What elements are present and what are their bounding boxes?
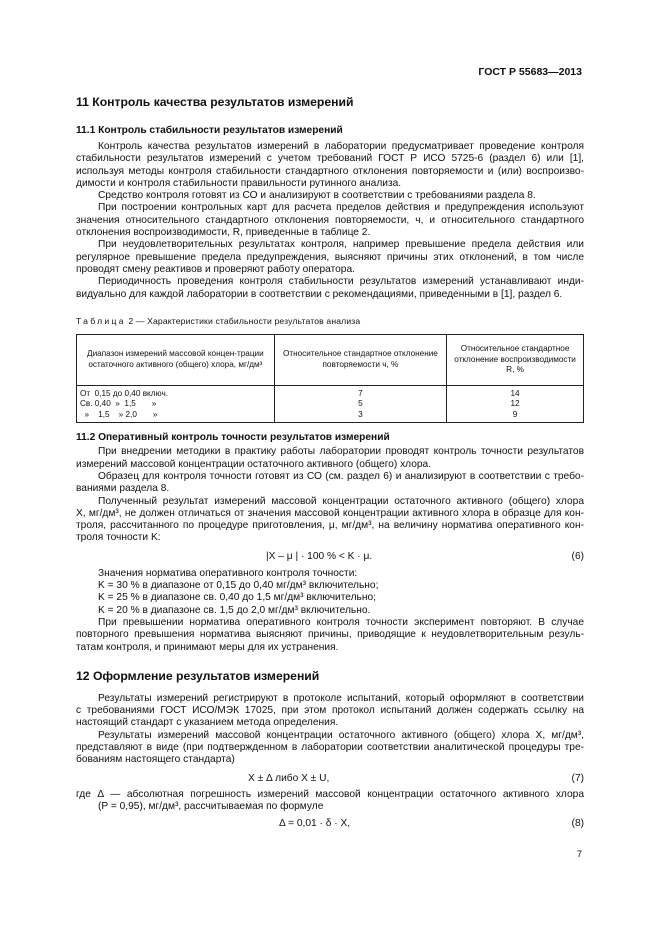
- paragraph: Результаты измерений регистрируют в протоколе испытаний, который оформляют в соответствии с требованиями ГОСТ ИСО/МЭК 17025, при этом протокол испытаний должен содержать ссылку на настоящий стандарт с указанием метода определения.: [76, 692, 584, 729]
- section-12-heading: 12 Оформление результатов измерений: [76, 668, 320, 683]
- paragraph: Результаты измерений массовой концентрации остаточного активного (общего) хлора X, мг/дм³, представляют в виде (при подтвержденном в лаборатории соответствии аналитической процедуры тре- бованиям настоящего стандарта): [76, 729, 584, 766]
- paragraph: Значения норматива оперативного контроля точности:: [98, 567, 358, 579]
- section-11-heading: 11 Контроль качества результатов измерений: [76, 95, 354, 109]
- formula-7: X ± Δ либо X ± U, (7): [248, 772, 584, 784]
- table-header-range: Диапазон измерений массовой концен-трации остаточного активного (общего) хлора, мг/дм³: [77, 334, 275, 385]
- paragraph: где Δ — абсолютная погрешность измерений массовой концентрации остаточного активного хлора (P = 0,95), мг/дм³, рассчитываемая по формуле: [76, 788, 584, 812]
- k-value-line: K = 25 % в диапазоне св. 0,40 до 1,5 мг/дм³ включительно;: [98, 592, 376, 604]
- paragraph: При внедрении методики в практику работы лаборатории проводят контроль точности результатов измерений массовой концентрации остаточного активного (общего) хлора.: [76, 446, 584, 470]
- paragraph: Периодичность проведения контроля стабильности результатов измерений устанавливают инди- видуально для каждой лаборатории в соответствии с рекомендациями, приведенными в [1], раздел 6.: [76, 276, 584, 300]
- paragraph: Образец для контроля точности готовят из СО (см. раздел 6) и анализируют в соответствии с требо- ваниями раздела 8.: [76, 470, 584, 495]
- formula-6: |X – μ | · 100 % < K · μ. (6): [266, 550, 584, 562]
- table-header-reproducibility: Относительное стандартное отклонение воспроизводимости R, %: [447, 334, 584, 385]
- page-content: [76, 88, 584, 830]
- subsection-11-1-heading: 11.1 Контроль стабильности результатов измерений: [76, 125, 343, 136]
- k-value-line: K = 20 % в диапазоне св. 1,5 до 2,0 мг/дм³ включительно.: [98, 604, 371, 616]
- document-id: ГОСТ Р 55683—2013: [478, 66, 582, 78]
- table-header-repeatability: Относительное стандартное отклонение повторяемости ч, %: [274, 334, 446, 385]
- table-row: » 1,5 » 2,0 » 3 9: [77, 410, 584, 423]
- paragraph: Средство контроля готовят из СО и анализируют в соответствии с требованиями раздела 8.: [98, 190, 536, 202]
- table-row: Св. 0,40 » 1,5 » 5 12: [77, 399, 584, 410]
- paragraph: При неудовлетворительных результатах контроля, например превышение предела действия или регулярное превышение предела предупреждения, выясняют причины этих отклонений, в том числе проводят смену реактивов и проверяют работу оператора.: [76, 239, 584, 275]
- paragraph: При превышении норматива оперативного контроля точности эксперимент повторяют. В случае повторного превышения норматива выясняют причины, приводящие к неудовлетворительным резуль- татам контроля, и принимают меры для их устранения.: [76, 616, 584, 653]
- paragraph: Контроль качества результатов измерений в лаборатории предусматривает проведение контроля стабильности результатов измерений с учетом требований ГОСТ Р ИСО 5725-6 (раздел 6) или [1], используя методы контроля стабильности стандартного отклонения повторяемости и (или) воспроизво- димости и контроля стабильности правильности рутинного анализа.: [76, 141, 584, 189]
- table-row: От 0,15 до 0,40 включ. 7 14: [77, 385, 584, 399]
- paragraph: При построении контрольных карт для расчета пределов действия и предупреждения используют значения относительного стандартного отклонения повторяемости, ч, и относительного стандартного отклонения воспроизводимости, R, приведенные в таблице 2.: [76, 202, 584, 239]
- k-value-line: K = 30 % в диапазоне от 0,15 до 0,40 мг/дм³ включительно;: [98, 580, 379, 592]
- table-caption: Таблица 2 — Характеристики стабильности результатов анализа: [76, 315, 361, 326]
- paragraph: Полученный результат измерений массовой концентрации остаточного активного (общего) хлора X, мг/дм³, не должен отличаться от значения массовой концентрации активного хлора в образце для кон- троля, рассчитанного по процедуре приготовления, μ, мг/дм³, на величину норматива оперативного кон- троля точности K:: [76, 495, 584, 544]
- table-2: [76, 334, 584, 424]
- formula-8: Δ = 0,01 · δ · X, (8): [279, 818, 584, 830]
- page-number: 7: [576, 849, 582, 860]
- subsection-11-2-heading: 11.2 Оперативный контроль точности результатов измерений: [76, 432, 390, 444]
